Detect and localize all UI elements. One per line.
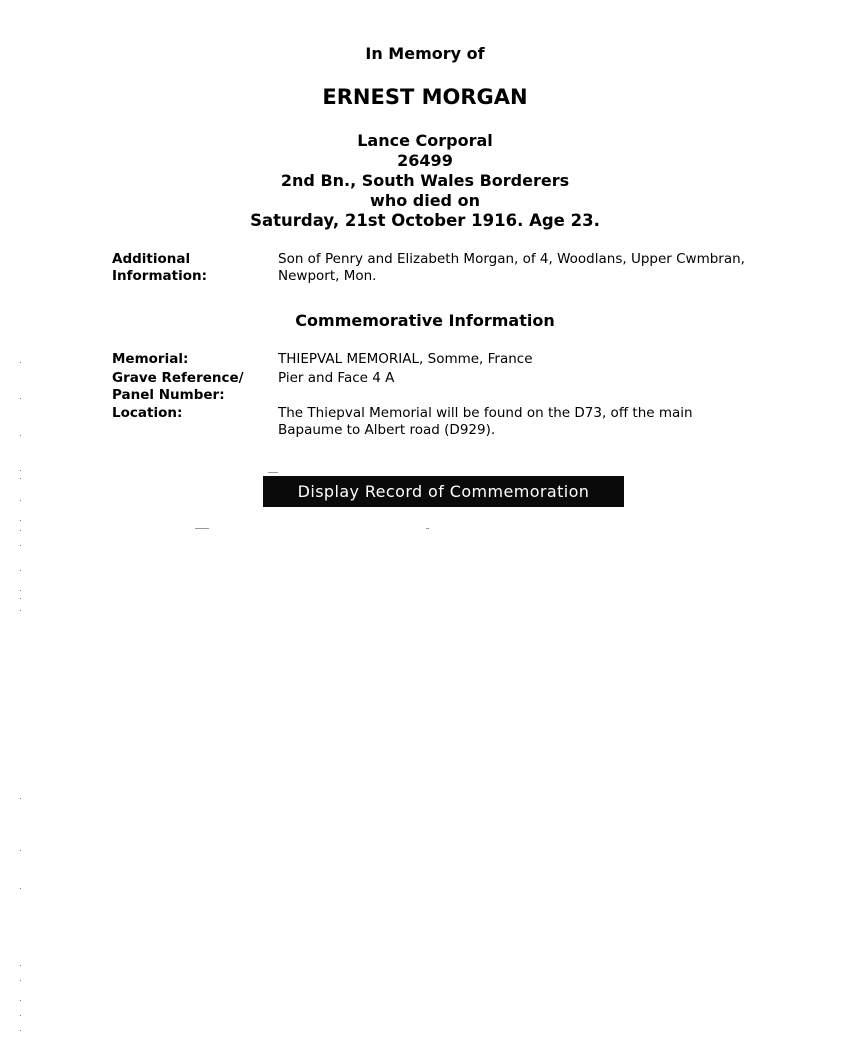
- grave-reference-value: Pier and Face 4 A: [278, 370, 395, 386]
- died-on-label: who died on: [370, 191, 480, 210]
- commemorative-heading: Commemorative Information: [295, 311, 555, 330]
- service-details: [0, 131, 850, 231]
- location-line2: Bapaume to Albert road (D929).: [278, 422, 496, 438]
- additional-label-line1: Additional: [112, 251, 191, 267]
- unit: 2nd Bn., South Wales Borderers: [280, 171, 570, 190]
- service-number: 26499: [397, 151, 453, 170]
- scan-artifact: [426, 528, 429, 529]
- scan-artifact: [268, 472, 278, 473]
- casualty-name: ERNEST MORGAN: [322, 85, 528, 109]
- additional-text-line2: Newport, Mon.: [278, 268, 377, 284]
- additional-info-label: [112, 251, 207, 285]
- additional-info-text: [278, 251, 798, 285]
- grave-label-line2: Panel Number:: [112, 387, 225, 403]
- in-memory-heading: In Memory of: [365, 44, 485, 63]
- additional-label-line2: Information:: [112, 268, 207, 284]
- rank: Lance Corporal: [357, 131, 493, 150]
- death-date-age: Saturday, 21st October 1916. Age 23.: [250, 211, 600, 230]
- memorial-value: THIEPVAL MEMORIAL, Somme, France: [278, 351, 533, 367]
- display-record-button[interactable]: Display Record of Commemoration: [263, 476, 624, 507]
- grave-reference-label: [112, 370, 244, 404]
- scan-artifact: [195, 528, 209, 529]
- location-label: Location:: [112, 405, 183, 421]
- additional-text-line1: Son of Penry and Elizabeth Morgan, of 4, Woodlans, Upper Cwmbran,: [278, 251, 745, 267]
- memorial-label: Memorial:: [112, 351, 189, 367]
- grave-label-line1: Grave Reference/: [112, 370, 244, 386]
- location-line1: The Thiepval Memorial will be found on the D73, off the main: [278, 405, 693, 421]
- location-text: [278, 405, 798, 439]
